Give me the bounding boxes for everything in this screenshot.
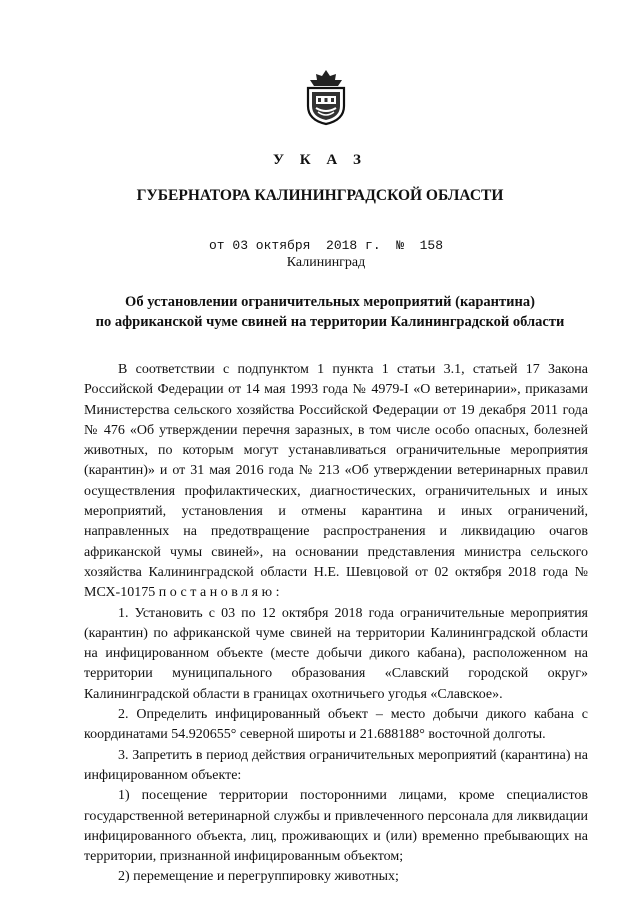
item-3-paragraph: 3. Запретить в период действия ограничительных мероприятий (карантина) на инфицированном объекте:	[84, 747, 588, 783]
issuer-heading: ГУБЕРНАТОРА КАЛИНИНГРАДСКОЙ ОБЛАСТИ	[136, 187, 504, 204]
decree-word: постановляю:	[158, 585, 283, 601]
document-subject	[60, 292, 600, 332]
subject-line-1: Об установлении ограничительных мероприятий (карантина)	[125, 294, 535, 310]
preamble-text: В соответствии с подпунктом 1 пункта 1 статьи 3.1, статьей 17 Закона Российской Федерации от 14 мая 1993 года № 4979-I «О ветеринарии», приказами Министерства сельского хозяйства Российской Федерации от 19 декабря 2011 года № 476 «Об утверждении перечня заразных, в том числе особо опасных, болезней животных, по которым могут устанавливаться ограничительные мероприятия (карантин)» и от 31 мая 2016 года № 213 «Об утверждении ветеринарных правил осуществления профилактических, диагностических, ограничительных и иных мероприятий, установления и отмены карантина и иных ограничений, направленных на предотвращение распространения и ликвидацию очагов африканской чумы свиней», на основании представления министра сельского хозяйства Калининградской области Н.Е. Шевцовой от 02 октября 2018 года № МСХ-10175	[84, 362, 588, 601]
city-name: Калининград	[286, 255, 366, 270]
document-body	[84, 360, 588, 888]
coat-of-arms-icon	[302, 68, 350, 126]
item-3-1-paragraph: 1) посещение территории посторонними лицами, кроме специалистов государственной ветеринарной службы и привлеченного персонала для ликвидации инфицированного объекта, лиц, проживающих и (или) временно пребывающих на территории, признанной инфицированным объектом;	[84, 788, 588, 865]
item-2-paragraph: 2. Определить инфицированный объект – место добычи дикого кабана с координатами 54.920655° северной широты и 21.688188° восточной долготы.	[84, 707, 588, 743]
subject-line-2: по африканской чуме свиней на территории Калининградской области	[95, 314, 565, 330]
preamble-paragraph	[84, 360, 588, 604]
date-number-line: от 03 октября 2018 г. № 158	[209, 238, 444, 253]
item-1-paragraph: 1. Установить с 03 по 12 октября 2018 года ограничительные мероприятия (карантин) по африканской чуме свиней на территории Калининградской области на инфицированном объекте (месте добычи дикого кабана), расположенном на территории муниципального образования «Славский городской округ» Калининградской области в границах охотничьего угодья «Славское».	[84, 605, 588, 702]
item-3-2-paragraph: 2) перемещение и перегруппировку животных;	[118, 869, 399, 885]
document-type-heading: У К А З	[273, 152, 367, 168]
